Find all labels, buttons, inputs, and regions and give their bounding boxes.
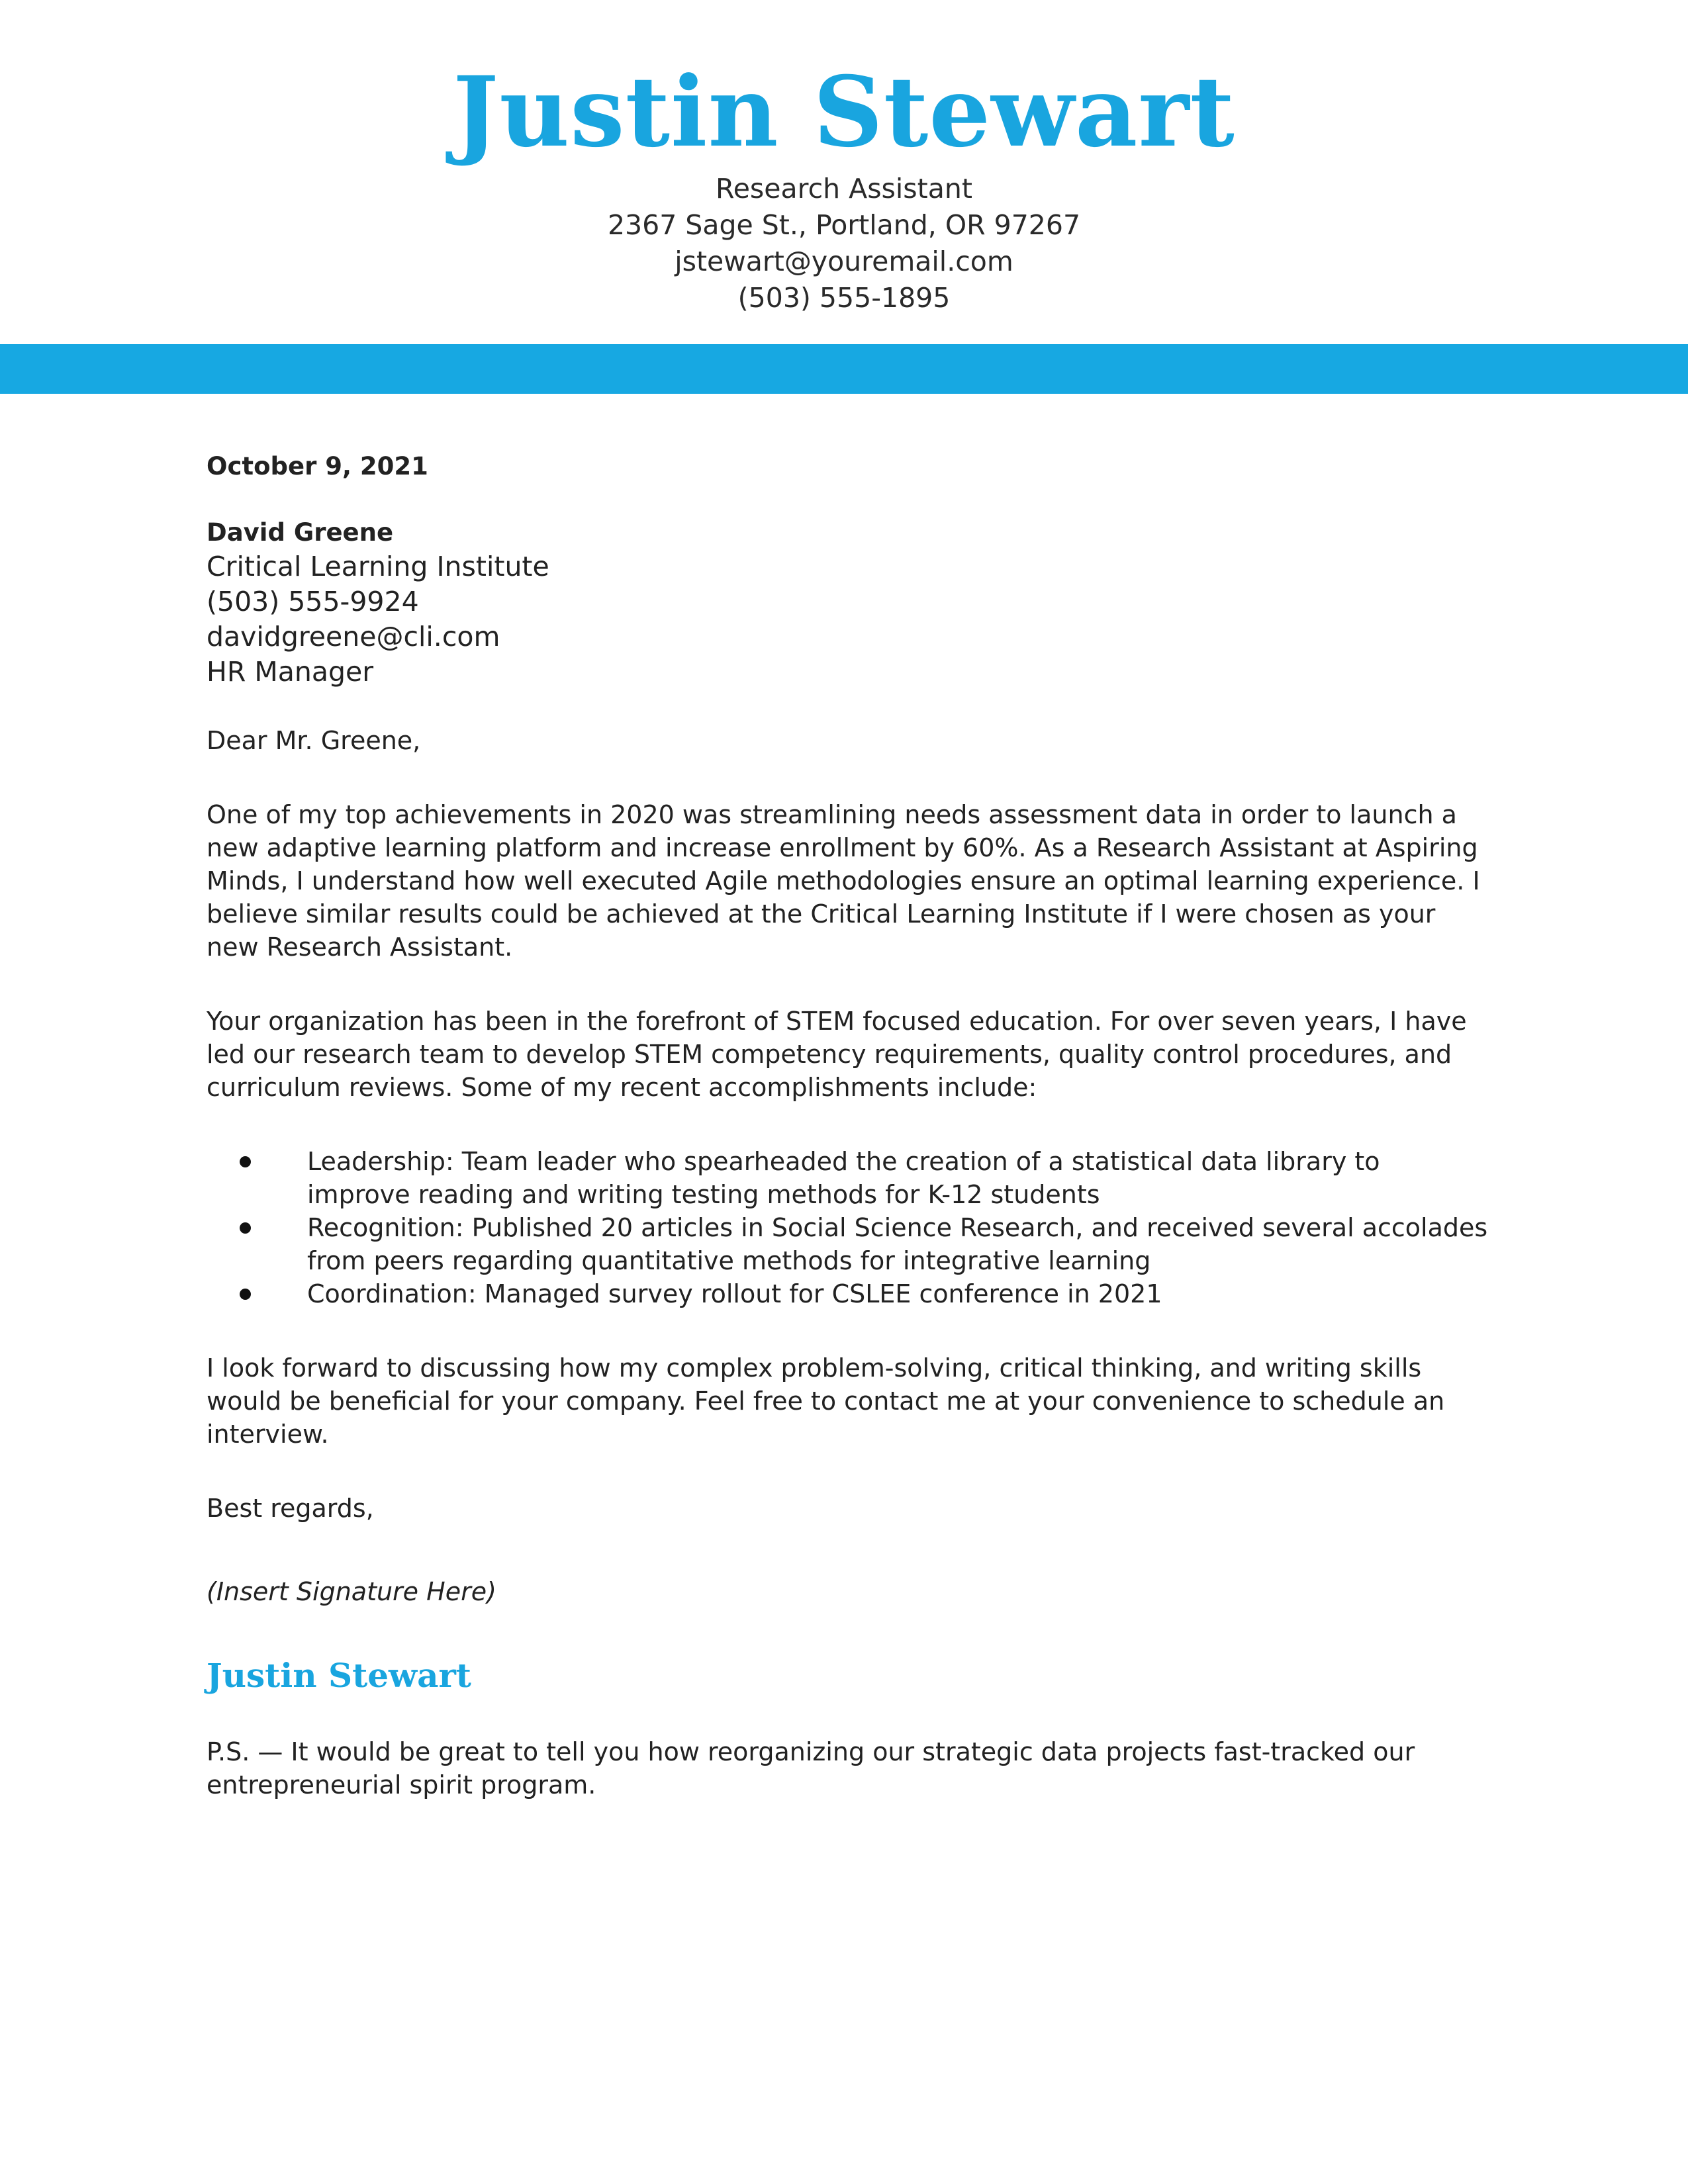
paragraph-intro: One of my top achievements in 2020 was streamlining needs assessment data in order to launch a new adaptive learning platform and increase enrollment by 60%. As a Research Assistant at Aspiring Minds, I understand how well executed Agile methodologies ensure an optimal learning experience. I believe similar results could be achieved at the Critical Learning Institute if I were chosen as your new Research Assistant. — [207, 800, 1480, 962]
bullet-icon — [240, 1156, 251, 1167]
list-item-text: Leadership: Team leader who spearheaded the creation of a statistical data library to improve reading and writing testing methods for K-12 students — [307, 1147, 1380, 1209]
list-item — [207, 1211, 1491, 1277]
applicant-address: 2367 Sage St., Portland, OR 97267 — [607, 209, 1081, 241]
salutation: Dear Mr. Greene, — [207, 726, 421, 755]
applicant-email: jstewart@youremail.com — [675, 246, 1013, 277]
letter-date: October 9, 2021 — [207, 452, 428, 480]
recipient-role: HR Manager — [207, 656, 374, 688]
bullet-icon — [240, 1222, 251, 1234]
list-item — [207, 1145, 1491, 1211]
applicant-title: Research Assistant — [716, 173, 972, 205]
paragraph-closing: I look forward to discussing how my complex problem-solving, critical thinking, and writing skills would be beneficial for your company. Feel free to contact me at your convenience to schedule an interview. — [207, 1353, 1445, 1449]
letter-body — [207, 450, 1491, 1801]
list-item — [207, 1277, 1491, 1310]
letter-header — [0, 0, 1688, 344]
recipient-company: Critical Learning Institute — [207, 551, 549, 582]
recipient-block — [207, 516, 1491, 690]
accomplishments-list — [207, 1145, 1491, 1310]
recipient-email: davidgreene@cli.com — [207, 621, 500, 653]
applicant-phone: (503) 555-1895 — [737, 282, 951, 314]
closing-phrase: Best regards, — [207, 1494, 374, 1523]
applicant-contact — [0, 171, 1688, 316]
postscript: P.S. — It would be great to tell you how reorganizing our strategic data projects fast-tracked our entrepreneurial spirit program. — [207, 1737, 1415, 1799]
recipient-phone: (503) 555-9924 — [207, 586, 419, 617]
list-item-text: Coordination: Managed survey rollout for CSLEE conference in 2021 — [307, 1279, 1162, 1308]
signature-name: Justin Stewart — [207, 1656, 471, 1695]
recipient-name: David Greene — [207, 518, 394, 547]
applicant-name: Justin Stewart — [453, 56, 1235, 169]
paragraph-experience: Your organization has been in the forefront of STEM focused education. For over seven years, I have led our research team to develop STEM competency requirements, quality control procedures, and curriculum reviews. Some of my recent accomplishments include: — [207, 1007, 1467, 1102]
signature-placeholder: (Insert Signature Here) — [207, 1577, 496, 1606]
bullet-icon — [240, 1289, 251, 1300]
accent-bar — [0, 344, 1688, 394]
list-item-text: Recognition: Published 20 articles in Social Science Research, and received several accolades from peers regarding quantitative methods for integrative learning — [307, 1213, 1488, 1275]
